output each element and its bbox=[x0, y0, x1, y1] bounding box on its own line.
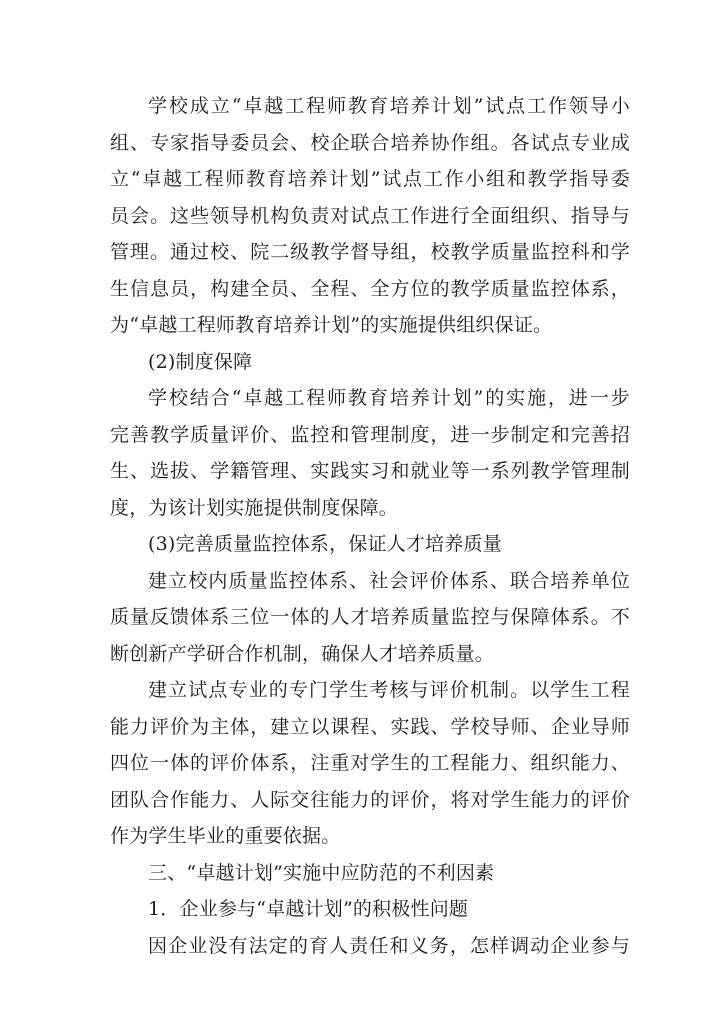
text-line: 完善教学质量评价、监控和管理制度，进一步制定和完善招 bbox=[110, 423, 630, 446]
text-line: 组、专家指导委员会、校企联合培养协作组。各试点专业成 bbox=[110, 131, 630, 154]
text-line: 生、选拔、学籍管理、实践实习和就业等一系列教学管理制 bbox=[110, 460, 630, 482]
text-line: 为“卓越工程师教育培养计划”的实施提供组织保证。 bbox=[110, 314, 553, 336]
text-line: 度，为该计划实施提供制度保障。 bbox=[110, 496, 399, 519]
section-heading: 三、“卓越计划”实施中应防范的不利因素 bbox=[148, 861, 495, 884]
text-line: 质量反馈体系三位一体的人才培养质量监控与保障体系。不 bbox=[110, 606, 630, 628]
section-heading: (3)完善质量监控体系，保证人才培养质量 bbox=[148, 533, 502, 555]
subsection-heading: 1．企业参与“卓越计划”的积极性问题 bbox=[148, 898, 469, 920]
section-heading: (2)制度保障 bbox=[148, 350, 253, 373]
text-line: 建立校内质量监控体系、社会评价体系、联合培养单位 bbox=[148, 569, 630, 592]
text-line: 学校成立“卓越工程师教育培养计划”试点工作领导小 bbox=[148, 95, 630, 117]
text-line: 管理。通过校、院二级教学督导组，校教学质量监控科和学 bbox=[110, 241, 630, 263]
text-line: 生信息员，构建全员、全程、全方位的教学质量监控体系， bbox=[110, 277, 630, 300]
text-line: 立“卓越工程师教育培养计划”试点工作小组和教学指导委 bbox=[110, 168, 630, 190]
text-line: 作为学生毕业的重要依据。 bbox=[110, 825, 341, 847]
text-line: 学校结合“卓越工程师教育培养计划”的实施，进一步 bbox=[148, 387, 630, 409]
text-line: 四位一体的评价体系，注重对学生的工程能力、组织能力、 bbox=[110, 752, 630, 774]
text-line: 断创新产学研合作机制，确保人才培养质量。 bbox=[110, 642, 495, 665]
text-line: 员会。这些领导机构负责对试点工作进行全面组织、指导与 bbox=[110, 204, 630, 227]
text-line: 建立试点专业的专门学生考核与评价机制。以学生工程 bbox=[148, 679, 630, 701]
document-body bbox=[110, 88, 630, 964]
text-line: 因企业没有法定的育人责任和义务，怎样调动企业参与 bbox=[148, 934, 630, 957]
text-line: 能力评价为主体，建立以课程、实践、学校导师、企业导师 bbox=[110, 715, 630, 738]
text-line: 团队合作能力、人际交往能力的评价，将对学生能力的评价 bbox=[110, 788, 630, 811]
